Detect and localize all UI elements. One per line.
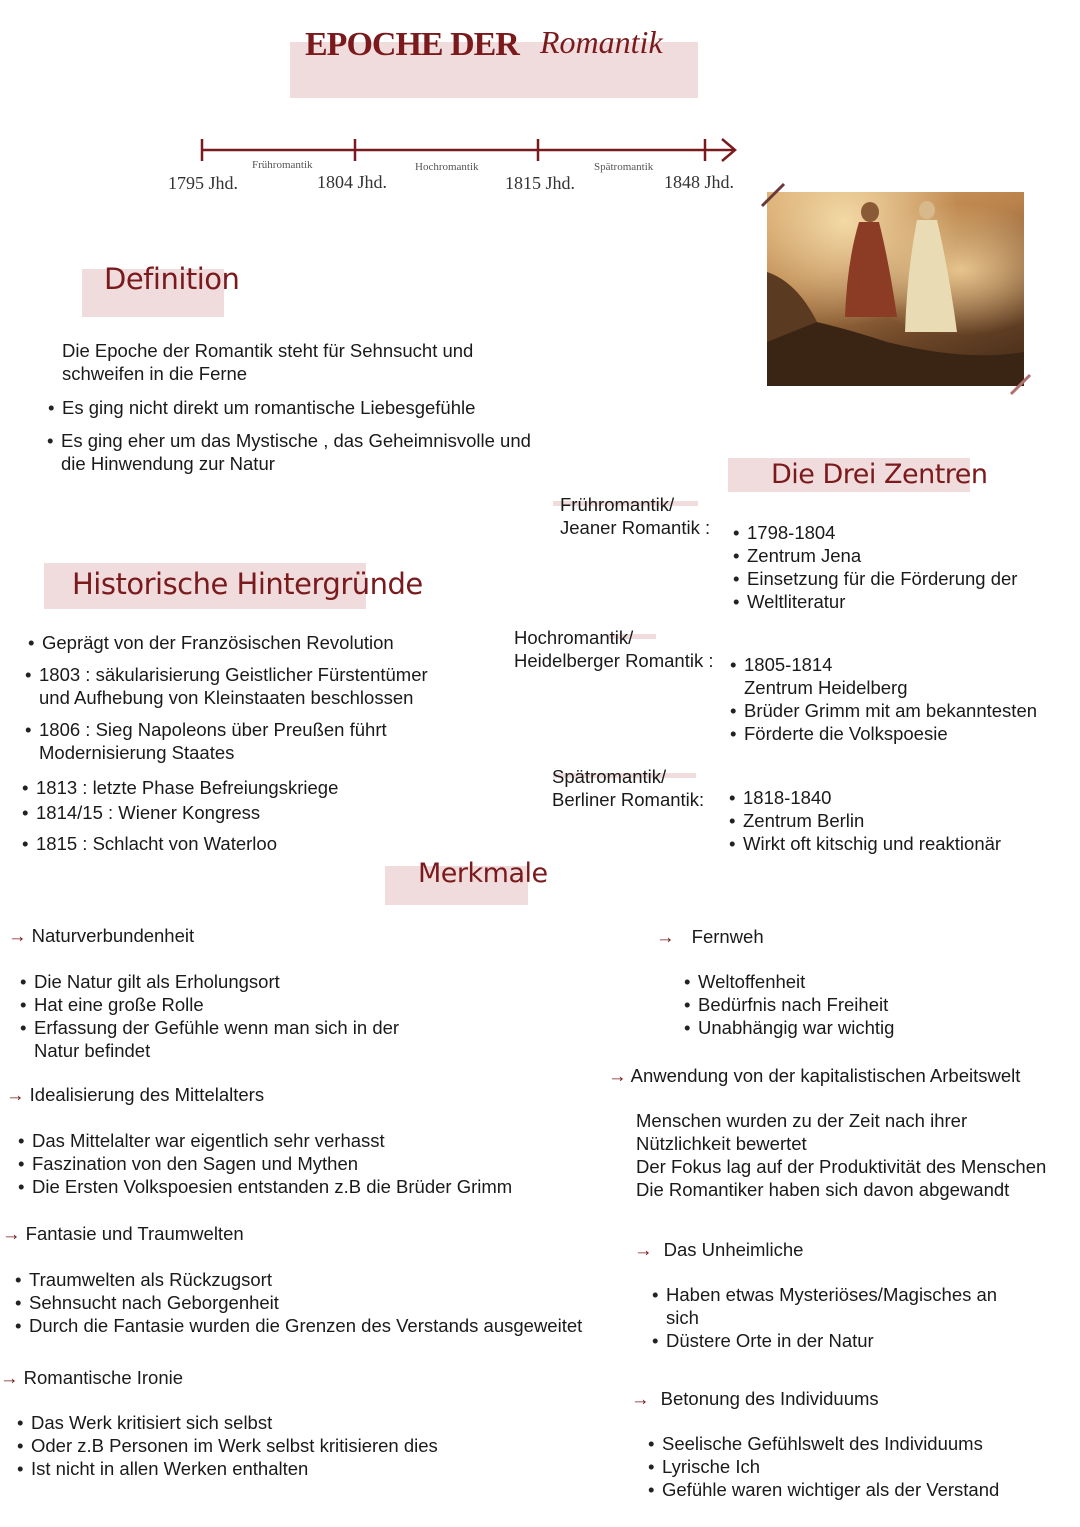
arrow-right-icon: → bbox=[8, 925, 27, 946]
merkmal-title bbox=[656, 925, 764, 948]
timeline-date: 1795 Jhd. bbox=[168, 173, 239, 193]
text-line: Heidelberger Romantik : bbox=[514, 650, 714, 671]
merkmal-title bbox=[2, 1222, 244, 1245]
arrow-right-icon: → bbox=[6, 1084, 25, 1105]
merkmal-title-text: Idealisierung des Mittelalters bbox=[29, 1084, 265, 1105]
painting-corner-marks bbox=[760, 180, 1035, 400]
history-item bbox=[36, 776, 338, 799]
text-line: • Zentrum Jena bbox=[747, 544, 1017, 567]
text-line: • 1798-1804 bbox=[747, 521, 1017, 544]
merkmal-title-text: Fantasie und Traumwelten bbox=[25, 1223, 244, 1244]
text-line: • Brüder Grimm mit am bekanntesten bbox=[744, 699, 1037, 722]
merkmal-text bbox=[636, 1109, 1046, 1201]
text-line: sich bbox=[666, 1307, 699, 1328]
text-line: • 1814/15 : Wiener Kongress bbox=[36, 802, 261, 823]
text-line: Natur befindet bbox=[34, 1040, 151, 1061]
text-line: • Hat eine große Rolle bbox=[34, 993, 399, 1016]
zentrum-items bbox=[743, 786, 1001, 855]
text-line: Spätromantik/ bbox=[552, 766, 667, 787]
text-line: • Es ging nicht direkt um romantische Liebesgefühle bbox=[62, 397, 476, 418]
text-line: • Bedürfnis nach Freiheit bbox=[698, 993, 894, 1016]
timeline-phase: Spätromantik bbox=[594, 161, 654, 173]
merkmale-heading: Merkmale bbox=[418, 858, 548, 889]
text-line: • Faszination von den Sagen und Mythen bbox=[32, 1152, 512, 1175]
merkmal-title bbox=[634, 1238, 803, 1261]
history-heading: Historische Hintergründe bbox=[72, 567, 423, 601]
text-line: • Wirkt oft kitschig und reaktionär bbox=[743, 832, 1001, 855]
text-line: • 1815 : Schlacht von Waterloo bbox=[36, 833, 277, 854]
merkmal-title bbox=[631, 1387, 879, 1410]
text-line: Frühromantik/ bbox=[560, 494, 675, 515]
merkmal-title-text: Naturverbundenheit bbox=[31, 925, 195, 946]
text-line: • Düstere Orte in der Natur bbox=[666, 1329, 997, 1352]
text-line: • Traumwelten als Rückzugsort bbox=[29, 1268, 582, 1291]
history-item bbox=[39, 663, 428, 709]
text-line: • Seelische Gefühlswelt des Individuums bbox=[662, 1432, 999, 1455]
merkmal-items bbox=[31, 1411, 438, 1480]
history-item bbox=[39, 718, 387, 764]
text-line: schweifen in die Ferne bbox=[62, 363, 248, 384]
text-line: • Die Ersten Volkspoesien entstanden z.B die Brüder Grimm bbox=[32, 1175, 512, 1198]
definition-intro bbox=[62, 339, 473, 385]
merkmal-items bbox=[32, 1129, 512, 1198]
history-item bbox=[42, 631, 394, 654]
merkmal-title-text: Anwendung von der kapitalistischen Arbeitswelt bbox=[630, 1065, 1021, 1086]
merkmal-title bbox=[608, 1064, 1020, 1087]
merkmal-items bbox=[698, 970, 894, 1039]
merkmal-title-text: Das Unheimliche bbox=[663, 1239, 804, 1260]
merkmal-title-text: Fernweh bbox=[691, 926, 764, 947]
text-line: • 1805-1814 bbox=[744, 653, 1037, 676]
zentrum-items bbox=[744, 653, 1037, 745]
merkmal-title bbox=[8, 924, 194, 947]
arrow-right-icon: → bbox=[608, 1065, 627, 1086]
text-line: Die Epoche der Romantik steht für Sehnsucht und bbox=[62, 340, 474, 361]
timeline-phase: Hochromantik bbox=[415, 161, 479, 173]
text-line: • Die Natur gilt als Erholungsort bbox=[34, 970, 399, 993]
text-line: • Förderte die Volkspoesie bbox=[744, 722, 1037, 745]
text-line: • 1803 : säkularisierung Geistlicher Fürstentümer bbox=[39, 664, 428, 685]
arrow-right-icon: → bbox=[634, 1239, 653, 1260]
text-line: • Haben etwas Mysteriöses/Magisches an bbox=[666, 1283, 997, 1306]
history-item bbox=[36, 801, 260, 824]
text-line: • Zentrum Berlin bbox=[743, 809, 1001, 832]
zentren-heading: Die Drei Zentren bbox=[771, 459, 988, 490]
text-line: • Ist nicht in allen Werken enthalten bbox=[31, 1457, 438, 1480]
text-line: • Einsetzung für die Förderung der bbox=[747, 567, 1017, 590]
text-line: • Gefühle waren wichtiger als der Verstand bbox=[662, 1478, 999, 1501]
text-line: Der Fokus lag auf der Produktivität des Menschen bbox=[636, 1156, 1047, 1177]
arrow-right-icon: → bbox=[0, 1367, 19, 1388]
merkmal-title-text: Romantische Ironie bbox=[23, 1367, 184, 1388]
text-line: Nützlichkeit bewertet bbox=[636, 1133, 807, 1154]
timeline-phase: Frühromantik bbox=[252, 159, 313, 171]
merkmal-items bbox=[34, 970, 399, 1062]
zentrum-label bbox=[552, 765, 704, 811]
page-title: EPOCHE DER bbox=[305, 26, 519, 63]
text-line: • 1806 : Sieg Napoleons über Preußen führt bbox=[39, 719, 387, 740]
text-line: • Oder z.B Personen im Werk selbst kritisieren dies bbox=[31, 1434, 438, 1457]
merkmal-items bbox=[662, 1432, 999, 1501]
timeline-date: 1815 Jhd. bbox=[505, 173, 576, 193]
text-line: • Lyrische Ich bbox=[662, 1455, 999, 1478]
text-line: • Geprägt von der Französischen Revolution bbox=[42, 632, 394, 653]
text-line: Modernisierung Staates bbox=[39, 742, 235, 763]
zentrum-label bbox=[560, 493, 710, 539]
text-line: • Durch die Fantasie wurden die Grenzen des Verstands ausgeweitet bbox=[29, 1314, 582, 1337]
text-line: • 1818-1840 bbox=[743, 786, 1001, 809]
text-line: Jeaner Romantik : bbox=[560, 517, 711, 538]
text-line: • Unabhängig war wichtig bbox=[698, 1016, 894, 1039]
text-line: • 1813 : letzte Phase Befreiungskriege bbox=[36, 777, 339, 798]
definition-heading: Definition bbox=[104, 262, 240, 296]
text-line: Zentrum Heidelberg bbox=[744, 677, 908, 698]
text-line: Menschen wurden zu der Zeit nach ihrer bbox=[636, 1110, 968, 1131]
text-line: • Weltliteratur bbox=[747, 590, 1017, 613]
merkmal-title bbox=[6, 1083, 264, 1106]
arrow-right-icon: → bbox=[656, 926, 675, 947]
text-line: • Erfassung der Gefühle wenn man sich in der bbox=[34, 1016, 399, 1039]
merkmal-title bbox=[0, 1366, 183, 1389]
text-line: • Sehnsucht nach Geborgenheit bbox=[29, 1291, 582, 1314]
text-line: Die Romantiker haben sich davon abgewandt bbox=[636, 1179, 1010, 1200]
text-line: • Das Werk kritisiert sich selbst bbox=[31, 1411, 438, 1434]
history-item bbox=[36, 832, 277, 855]
text-line: • Es ging eher um das Mystische , das Geheimnisvolle und bbox=[61, 430, 531, 451]
arrow-right-icon: → bbox=[631, 1388, 650, 1409]
timeline-date: 1804 Jhd. bbox=[317, 172, 388, 192]
definition-bullet bbox=[62, 396, 475, 419]
definition-bullet bbox=[61, 429, 531, 475]
text-line: Hochromantik/ bbox=[514, 627, 634, 648]
page-title-script: Romantik bbox=[540, 24, 663, 60]
merkmal-items bbox=[29, 1268, 582, 1337]
text-line: Berliner Romantik: bbox=[552, 789, 705, 810]
text-line: und Aufhebung von Kleinstaaten beschlossen bbox=[39, 687, 414, 708]
merkmal-title-text: Betonung des Individuums bbox=[660, 1388, 879, 1409]
arrow-right-icon: → bbox=[2, 1223, 21, 1244]
timeline-date: 1848 Jhd. bbox=[664, 172, 735, 192]
zentrum-label bbox=[514, 626, 713, 672]
zentrum-items bbox=[747, 521, 1017, 613]
text-line: • Das Mittelalter war eigentlich sehr verhasst bbox=[32, 1129, 512, 1152]
text-line: die Hinwendung zur Natur bbox=[61, 453, 275, 474]
merkmal-items bbox=[666, 1283, 997, 1352]
text-line: • Weltoffenheit bbox=[698, 970, 894, 993]
